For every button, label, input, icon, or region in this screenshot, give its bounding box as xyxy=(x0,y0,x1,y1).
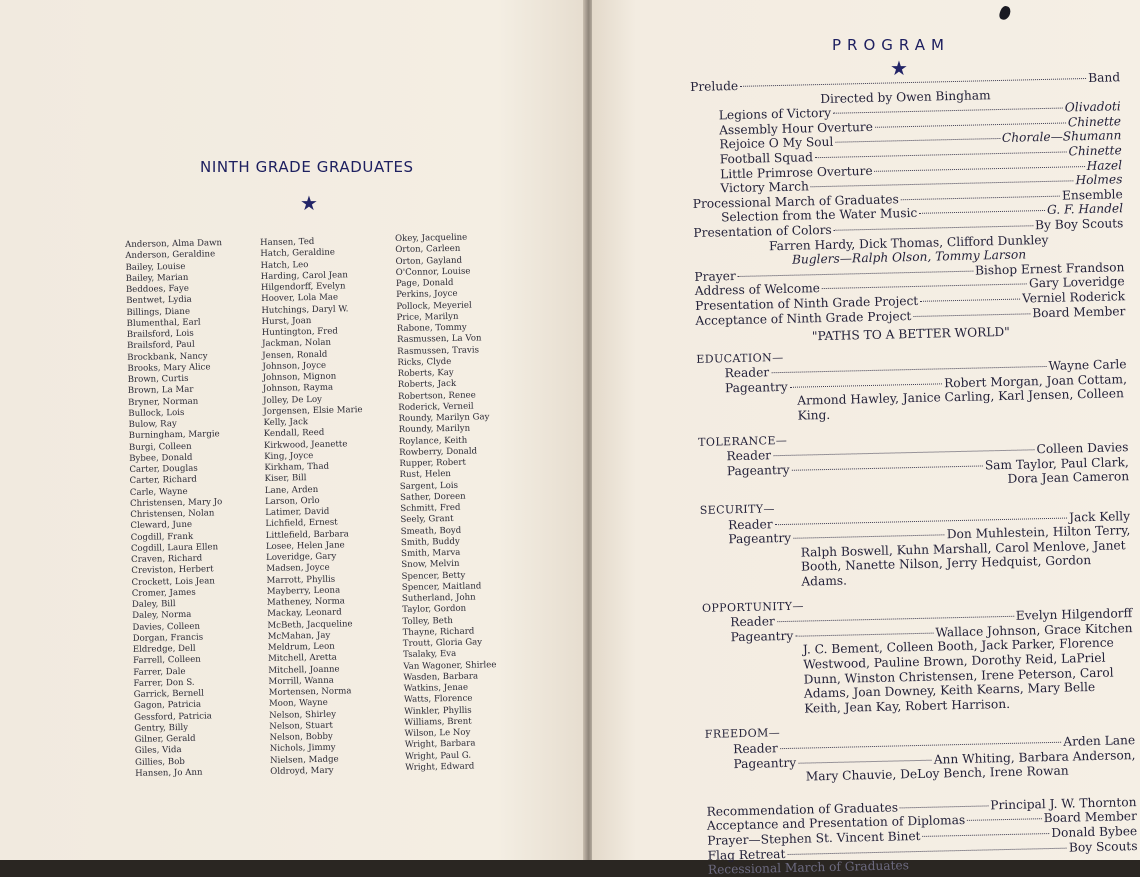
graduate-name: Perkins, Joyce xyxy=(396,289,458,301)
leader-dots xyxy=(835,138,1000,143)
colors-names: Farren Hardy, Dick Thomas, Clifford Dunkley xyxy=(768,232,1049,253)
leader-dots xyxy=(792,465,983,470)
graduate-name: Spencer, Maitland xyxy=(401,581,482,593)
leader-dots xyxy=(773,450,1035,457)
program-piece-label: Football Squad xyxy=(719,150,814,167)
graduate-name: Larson, Orlo xyxy=(264,495,320,507)
pageantry-more-names: Ralph Boswell, Kuhn Marshall, Carol Menlove, Janet Booth, Nanette Nilson, Jerry Hedquist, Gordon Adams. xyxy=(800,538,1126,589)
theme-section xyxy=(705,718,1136,786)
theme-section xyxy=(700,494,1132,591)
leader-dots xyxy=(811,180,1074,187)
graduate-name: Thayne, Richard xyxy=(402,626,475,638)
pageantry-names: Wallace Johnson, Grace Kitchen xyxy=(935,620,1133,640)
leader-dots xyxy=(875,122,1066,127)
graduate-name: Morrill, Wanna xyxy=(268,675,334,687)
graduate-name: Roderick, Verneil xyxy=(398,401,474,413)
graduate-name: Marrott, Phyllis xyxy=(266,574,336,586)
graduate-name: Farrell, Colleen xyxy=(132,654,201,667)
program-piece-value: Hazel xyxy=(1086,157,1123,173)
graduate-name: Beddoes, Faye xyxy=(125,283,190,295)
graduate-name: Harding, Carol Jean xyxy=(260,270,348,282)
graduate-name: Bullock, Lois xyxy=(128,407,185,419)
section-heading: FREEDOM— xyxy=(704,726,781,742)
graduate-name: Hatch, Geraldine xyxy=(260,247,336,260)
pageantry-names: Robert Morgan, Joan Cottam, xyxy=(943,372,1128,391)
program-piece-value: Chorale—Shumann xyxy=(1001,128,1122,146)
program-item-processional: Processional March of Graduates Ensemble xyxy=(692,186,1123,211)
leader-dots xyxy=(787,847,1067,854)
graduate-name: Moon, Wayne xyxy=(268,698,328,710)
graduate-name: Rupper, Robert xyxy=(399,457,467,469)
pageantry-label: Pageantry xyxy=(733,755,797,771)
reader-label: Reader xyxy=(727,516,773,532)
leader-dots xyxy=(771,366,1046,373)
graduate-name: Orton, Carleen xyxy=(395,243,461,256)
graduate-name: Gagon, Patricia xyxy=(133,699,202,712)
graduate-name: Kirkwood, Jeanette xyxy=(263,438,348,451)
graduate-name: Loveridge, Gary xyxy=(266,551,337,563)
graduate-name: Troutt, Gloria Gay xyxy=(402,637,483,649)
buglers: Buglers—Ralph Olson, Tommy Larson xyxy=(791,247,1027,267)
graduate-name: Kiser, Bill xyxy=(264,473,307,485)
graduate-name: Giles, Vida xyxy=(134,745,182,757)
graduate-name: Bentwet, Lydia xyxy=(126,294,192,307)
graduate-name: Brooks, Mary Alice xyxy=(127,362,211,374)
closing-item-value: Boy Scouts xyxy=(1068,838,1138,855)
graduate-name: Bybee, Donald xyxy=(129,452,193,464)
graduate-name: Van Wagoner, Shirlee xyxy=(403,659,497,672)
closing-item-label: Prayer—Stephen St. Vincent Binet xyxy=(707,828,921,848)
leader-dots xyxy=(790,383,942,387)
program-piece-label: Legions of Victory xyxy=(718,105,832,123)
graduate-name: Davies, Colleen xyxy=(132,621,201,633)
graduate-name: Roberts, Kay xyxy=(397,367,454,379)
program-piece-label: Little Primrose Overture xyxy=(719,163,873,181)
closing-item-label: Recommendation of Graduates xyxy=(706,800,899,819)
graduate-name: Blumenthal, Earl xyxy=(126,317,201,329)
graduate-name: Johnson, Rayma xyxy=(262,382,334,395)
pageantry-more-names: Dora Jean Cameron xyxy=(1007,469,1130,487)
pageantry-more-names: J. C. Bement, Colleen Booth, Jack Parker, Florence Westwood, Pauline Brown, Dorothy Reid, LaPriel Dunn, Winston Christensen, Irene Peterson, Carol Adams, Joan Downey, Keith Kearns, Mary Belle Keith, Jean Kay, Robert Harrison. xyxy=(802,635,1114,716)
leader-dots xyxy=(795,632,933,636)
leader-dots xyxy=(798,759,932,763)
graduate-name: Matheney, Norma xyxy=(266,596,345,608)
graduate-name: Crockett, Lois Jean xyxy=(131,575,215,588)
graduate-name: Rasmussen, Travis xyxy=(397,344,480,357)
theme-sections xyxy=(696,343,1136,787)
graduate-name: Madsen, Joyce xyxy=(266,562,330,575)
graduate-name: Gilner, Gerald xyxy=(134,733,196,745)
graduate-name: Schmitt, Fred xyxy=(400,502,461,514)
pageantry-names: Sam Taylor, Paul Clark, xyxy=(984,454,1129,473)
graduate-name: Kelly, Jack xyxy=(263,417,309,428)
graduate-name: Wilson, Le Noy xyxy=(404,727,471,739)
graduate-name: Wright, Barbara xyxy=(404,738,476,751)
graduate-name: Kirkham, Thad xyxy=(264,461,330,473)
reader-name: Colleen Davies xyxy=(1036,440,1129,457)
graduate-name: Huntington, Fred xyxy=(261,326,338,338)
graduate-name: Cleward, June xyxy=(130,520,193,532)
graduate-name: Anderson, Geraldine xyxy=(125,249,216,262)
reader-label: Reader xyxy=(733,741,778,757)
section-heading: OPPORTUNITY— xyxy=(701,599,805,615)
program-item-project-presentation: Presentation of Ninth Grade Project Verniel Roderick xyxy=(694,289,1126,313)
program-list xyxy=(690,70,1138,877)
graduate-name: Nelson, Stuart xyxy=(269,720,333,732)
theme-section xyxy=(698,426,1129,494)
graduate-name: Bryner, Norman xyxy=(128,396,199,408)
program-item-welcome: Address of Welcome Gary Loveridge xyxy=(694,274,1125,299)
graduate-name: Hoover, Lola Mae xyxy=(261,292,339,305)
graduate-name: Wasden, Barbara xyxy=(403,671,479,683)
graduate-name: Daley, Bill xyxy=(131,599,176,610)
graduate-name: Nichols, Jimmy xyxy=(269,742,336,755)
graduate-name: Brockbank, Nancy xyxy=(127,350,208,363)
graduate-name: Carter, Richard xyxy=(129,474,197,487)
pageantry-more-names: Armond Hawley, Janice Carling, Karl Jensen, Colleen King. xyxy=(797,386,1125,423)
section-heading: SECURITY— xyxy=(699,502,775,517)
closing-item-value: Principal J. W. Thornton xyxy=(990,794,1137,813)
theme-section xyxy=(696,343,1128,426)
leader-dots xyxy=(793,535,945,539)
graduate-name: Kendall, Reed xyxy=(263,428,325,440)
graduate-name: Christensen, Nolan xyxy=(130,508,215,520)
graduate-name: Hurst, Joan xyxy=(261,315,312,327)
graduate-name: Jensen, Ronald xyxy=(262,349,328,361)
reader-label: Reader xyxy=(730,614,775,630)
pageantry-more-names: Mary Chauvie, DeLoy Bench, Irene Rowan xyxy=(805,763,1069,784)
closing-item-label: Acceptance and Presentation of Diplomas xyxy=(706,813,966,834)
graduate-name: Page, Donald xyxy=(395,277,454,289)
program-piece-label: Victory March xyxy=(720,179,809,196)
graduate-name: Mitchell, Aretta xyxy=(267,652,337,665)
prelude-pieces xyxy=(691,99,1123,196)
star-icon: ★ xyxy=(890,56,908,80)
pageantry-names: Ann Whiting, Barbara Anderson, xyxy=(933,747,1136,767)
graduate-name: Rust, Helen xyxy=(399,469,452,481)
graduate-name: Roundy, Marilyn Gay xyxy=(398,412,490,424)
prelude-director: Directed by Owen Bingham xyxy=(820,87,991,106)
graduate-name: Smith, Marva xyxy=(401,547,461,559)
program-piece-label: Rejoice O My Soul xyxy=(719,135,834,152)
graduate-name: McMahan, Jay xyxy=(267,630,331,642)
graduate-name: Brailsford, Lois xyxy=(126,328,194,340)
graduate-name: Bulow, Ray xyxy=(128,419,177,430)
graduate-name: Sargent, Lois xyxy=(399,480,459,492)
graduate-name: Wright, Edward xyxy=(405,761,475,773)
reader-name: Evelyn Hilgendorff xyxy=(1015,606,1133,623)
graduate-name: Christensen, Mary Jo xyxy=(129,496,223,509)
theme-section xyxy=(702,592,1135,718)
graduate-name: Tolley, Beth xyxy=(402,615,453,627)
section-heading: EDUCATION— xyxy=(696,350,784,366)
graduate-name: Losee, Helen Jane xyxy=(265,540,345,552)
graduate-name: Daley, Norma xyxy=(132,610,192,622)
graduate-name: Brailsford, Paul xyxy=(126,339,195,352)
leader-dots xyxy=(875,166,1085,172)
graduate-name: Hilgendorff, Evelyn xyxy=(260,281,346,293)
graduate-name: Eldredge, Dell xyxy=(132,643,196,655)
program-item-prelude: Prelude Band xyxy=(690,70,1121,94)
graduate-name: Dorgan, Francis xyxy=(132,632,204,644)
graduate-name: Creviston, Herbert xyxy=(131,564,214,577)
graduate-name: Brown, Curtis xyxy=(127,373,189,385)
graduate-name: Watkins, Jenae xyxy=(403,682,469,694)
names-column-1 xyxy=(125,238,232,780)
graduate-name: Mayberry, Leona xyxy=(266,585,341,597)
graduate-name: Roundy, Marilyn xyxy=(398,423,471,436)
graduate-name: Hatch, Leo xyxy=(260,259,309,271)
graduate-name: Mitchell, Joanne xyxy=(268,664,340,676)
graduate-name: Carter, Douglas xyxy=(129,463,198,475)
graduates-title: NINTH GRADE GRADUATES xyxy=(200,158,414,176)
graduate-name: Smeath, Boyd xyxy=(400,525,462,537)
graduate-name: Okey, Jacqueline xyxy=(395,232,468,244)
program-item-selection: Selection from the Water Music G. F. Handel xyxy=(720,201,1124,225)
graduate-name: Craven, Richard xyxy=(131,553,203,565)
pageantry-label: Pageantry xyxy=(728,531,792,547)
graduate-name: Littlefield, Barbara xyxy=(265,528,349,541)
program-piece-value: Chinette xyxy=(1067,114,1122,130)
graduate-name: Jorgensen, Elsie Marie xyxy=(263,404,363,417)
closing-items xyxy=(706,795,1137,863)
graduate-name: King, Joyce xyxy=(264,450,314,462)
graduate-name: Jolley, De Loy xyxy=(263,394,323,406)
graduate-name: Anderson, Alma Dawn xyxy=(125,238,223,250)
leader-dots xyxy=(900,805,988,808)
graduate-name: Billings, Diane xyxy=(126,306,191,318)
closing-item-value: Donald Bybee xyxy=(1051,823,1138,840)
graduate-name: Orton, Gayland xyxy=(395,255,463,267)
graduate-name: Garrick, Bernell xyxy=(133,688,204,700)
graduate-name: Farrer, Dale xyxy=(133,666,186,678)
program-item-project-acceptance: Acceptance of Ninth Grade Project Board Member xyxy=(695,303,1126,328)
graduate-name: Gessford, Patricia xyxy=(134,710,212,723)
graduate-name: Nelson, Bobby xyxy=(269,731,333,743)
leader-dots xyxy=(775,517,1068,525)
graduate-name: Oldroyd, Mary xyxy=(270,765,334,777)
graduate-name: Bailey, Marian xyxy=(125,272,189,284)
graduate-name: Snow, Melvin xyxy=(401,559,460,571)
graduate-name: Williams, Brent xyxy=(404,716,472,728)
pageantry-label: Pageantry xyxy=(724,379,788,396)
reader-label: Reader xyxy=(726,448,772,464)
graduate-name: Burgi, Colleen xyxy=(128,441,192,453)
program-title: PROGRAM xyxy=(832,36,950,54)
graduate-name: Gillies, Bob xyxy=(134,756,185,768)
theme-title: "PATHS TO A BETTER WORLD" xyxy=(811,324,1010,344)
leader-dots xyxy=(833,108,1063,114)
program-piece-value: Chinette xyxy=(1068,143,1122,159)
graduate-name: Rowberry, Donald xyxy=(399,446,478,458)
graduate-name: Wright, Paul G. xyxy=(404,750,472,762)
graduate-name: Brown, La Mar xyxy=(127,384,194,397)
graduate-name: Seely, Grant xyxy=(400,514,454,526)
leader-dots xyxy=(967,819,1042,822)
graduate-name: Roylance, Keith xyxy=(398,435,468,447)
graduate-name: Gentry, Billy xyxy=(134,722,189,734)
graduate-name: Rasmussen, La Von xyxy=(396,333,482,346)
names-column-2 xyxy=(260,236,370,778)
graduate-name: Cogdill, Frank xyxy=(130,531,194,543)
graduate-name: Watts, Florence xyxy=(403,693,473,706)
graduate-name: Pollock, Meyeriel xyxy=(396,300,472,312)
graduate-name: Cogdill, Laura Ellen xyxy=(130,542,219,554)
program-item-colors: Presentation of Colors By Boy Scouts xyxy=(693,216,1124,240)
graduate-name: Hansen, Jo Ann xyxy=(135,767,203,779)
graduate-name: Jackman, Nolan xyxy=(261,337,332,350)
graduate-name: Mackay, Leonard xyxy=(267,607,342,620)
recessional: Recessional March of Graduates xyxy=(707,858,910,877)
graduate-name: Latimer, David xyxy=(265,506,330,518)
program-piece-value: Olivadoti xyxy=(1064,99,1121,115)
pageantry-label: Pageantry xyxy=(730,628,794,645)
leader-dots xyxy=(777,616,1014,622)
closing-item-value: Board Member xyxy=(1043,809,1137,826)
graduate-name: Tsalaky, Eva xyxy=(402,649,457,661)
graduate-name: Robertson, Renee xyxy=(398,389,476,402)
graduate-name: Hansen, Ted xyxy=(260,236,315,248)
pageantry-label: Pageantry xyxy=(726,462,790,479)
graduate-name: Ricks, Clyde xyxy=(397,356,452,368)
star-icon: ★ xyxy=(300,191,318,215)
section-heading: TOLERANCE— xyxy=(698,433,788,449)
graduate-name: Spencer, Betty xyxy=(401,570,466,582)
reader-name: Jack Kelly xyxy=(1068,508,1131,525)
closing-item-label: Flag Retreat xyxy=(707,846,786,863)
graduate-name: Winkler, Phyllis xyxy=(404,705,472,717)
program-piece-label: Assembly Hour Overture xyxy=(718,119,874,138)
graduate-name: Johnson, Joyce xyxy=(262,360,327,372)
graduate-name: Rabone, Tommy xyxy=(396,322,467,334)
graduate-name: Meldrum, Leon xyxy=(267,641,335,653)
graduate-name: Roberts, Jack xyxy=(397,379,457,391)
graduate-name: Nelson, Shirley xyxy=(269,709,337,721)
graduate-name: Nielsen, Madge xyxy=(269,754,339,766)
reader-name: Arden Lane xyxy=(1063,733,1136,749)
graduate-name: Sather, Doreen xyxy=(399,491,466,503)
leader-dots xyxy=(780,742,1062,749)
graduate-name: Hutchings, Daryl W. xyxy=(261,303,349,316)
graduate-name: Bailey, Louise xyxy=(125,261,186,273)
graduate-name: Sutherland, John xyxy=(401,592,476,604)
graduate-name: O'Connor, Louise xyxy=(395,266,471,278)
leader-dots xyxy=(815,151,1067,158)
graduate-name: McBeth, Jacqueline xyxy=(267,618,353,631)
graduate-name: Lichfield, Ernest xyxy=(265,517,338,530)
graduate-name: Price, Marilyn xyxy=(396,311,459,323)
leader-dots xyxy=(922,833,1049,837)
pageantry-names: Don Muhlestein, Hilton Terry, xyxy=(946,523,1131,542)
graduate-name: Farrer, Don S. xyxy=(133,677,195,689)
program-item-prayer: Prayer Bishop Ernest Frandson xyxy=(694,259,1125,284)
program-piece-value: Holmes xyxy=(1075,172,1123,188)
graduate-name: Taylor, Gordon xyxy=(402,603,467,616)
graduate-name: Mortensen, Norma xyxy=(268,686,352,698)
reader-label: Reader xyxy=(724,365,770,381)
names-column-3 xyxy=(395,232,498,774)
graduate-name: Carle, Wayne xyxy=(129,486,188,498)
graduate-name: Cromer, James xyxy=(131,587,196,599)
graduate-name: Johnson, Mignon xyxy=(262,371,337,383)
graduate-name: Burningham, Margie xyxy=(128,429,220,442)
graduate-name: Lane, Arden xyxy=(264,484,319,496)
reader-name: Wayne Carle xyxy=(1048,357,1127,374)
graduate-name: Smith, Buddy xyxy=(400,536,460,548)
